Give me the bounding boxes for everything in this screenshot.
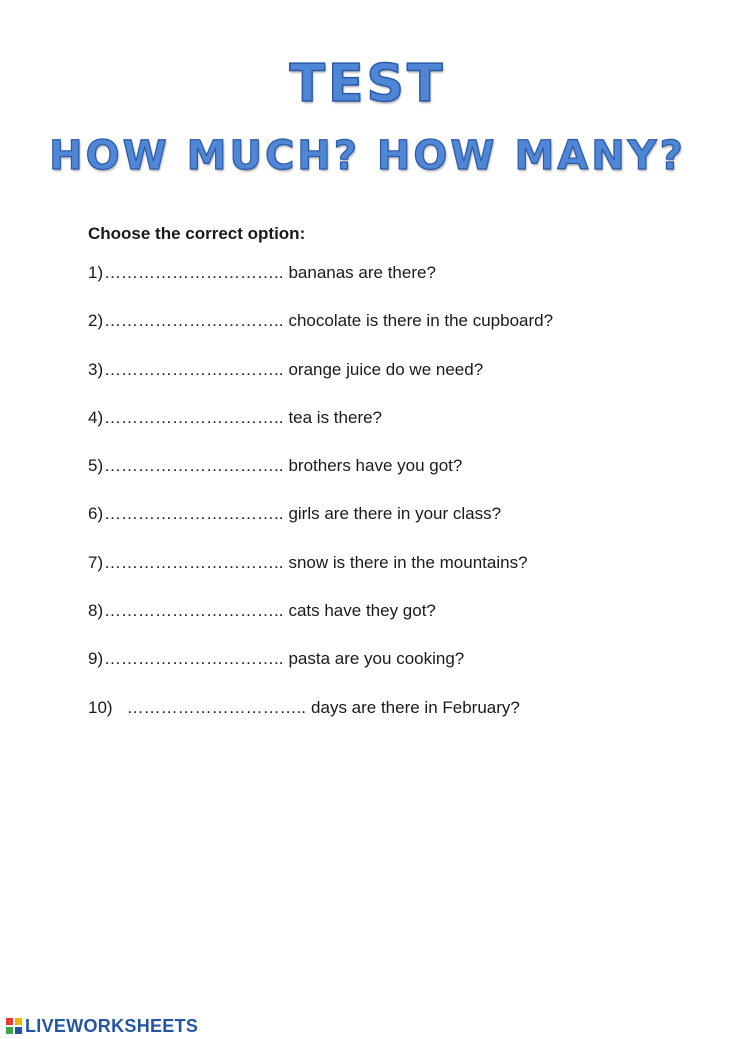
question-item	[88, 262, 688, 310]
page-subtitle: HOW MUCH? HOW MANY?	[49, 133, 686, 179]
question-item	[88, 552, 688, 600]
question-text: girls are there in your class?	[288, 504, 502, 524]
question-text: bananas are there?	[288, 263, 436, 282]
question-text: brothers have you got?	[288, 456, 463, 476]
question-item	[88, 697, 688, 745]
liveworksheets-logo-icon	[6, 1018, 22, 1034]
question-text: tea is there?	[288, 407, 383, 427]
question-text: pasta are you cooking?	[288, 649, 465, 669]
question-number: 6)	[88, 504, 104, 524]
question-number: 4)	[88, 407, 104, 427]
question-text: orange juice do we need?	[288, 359, 484, 379]
question-number: 2)	[88, 311, 104, 331]
answer-blank[interactable]: …………………………..	[104, 456, 284, 476]
answer-blank[interactable]: …………………………..	[104, 649, 284, 669]
answer-blank[interactable]: …………………………..	[104, 359, 284, 379]
question-text: snow is there in the mountains?	[288, 552, 528, 572]
instruction-text: Choose the correct option:	[88, 224, 306, 243]
answer-blank[interactable]: …………………………..	[126, 697, 307, 717]
question-number: 9)	[88, 649, 104, 669]
question-number: 8)	[88, 601, 104, 621]
liveworksheets-logo[interactable]	[6, 1015, 198, 1037]
question-item	[88, 503, 688, 551]
question-item	[88, 648, 688, 696]
question-number: 3)	[88, 359, 104, 379]
question-item	[88, 600, 688, 648]
question-list	[88, 262, 688, 745]
answer-blank[interactable]: …………………………..	[104, 504, 284, 524]
question-number: 7)	[88, 552, 104, 572]
question-number: 10)	[88, 697, 113, 717]
page-title: TEST	[289, 54, 446, 114]
question-number: 5)	[88, 456, 104, 476]
answer-blank[interactable]: …………………………..	[104, 601, 284, 621]
question-item	[88, 310, 688, 358]
question-item	[88, 359, 688, 407]
answer-blank[interactable]: …………………………..	[104, 263, 284, 282]
answer-blank[interactable]: …………………………..	[104, 552, 284, 572]
answer-blank[interactable]: …………………………..	[104, 311, 284, 331]
logo-text: LIVEWORKSHEETS	[25, 1015, 199, 1036]
question-text: chocolate is there in the cupboard?	[288, 311, 554, 331]
question-item	[88, 455, 688, 503]
question-number: 1)	[88, 263, 104, 282]
question-text: cats have they got?	[288, 601, 436, 621]
answer-blank[interactable]: …………………………..	[104, 407, 284, 427]
question-item	[88, 407, 688, 455]
question-text: days are there in February?	[311, 697, 520, 717]
